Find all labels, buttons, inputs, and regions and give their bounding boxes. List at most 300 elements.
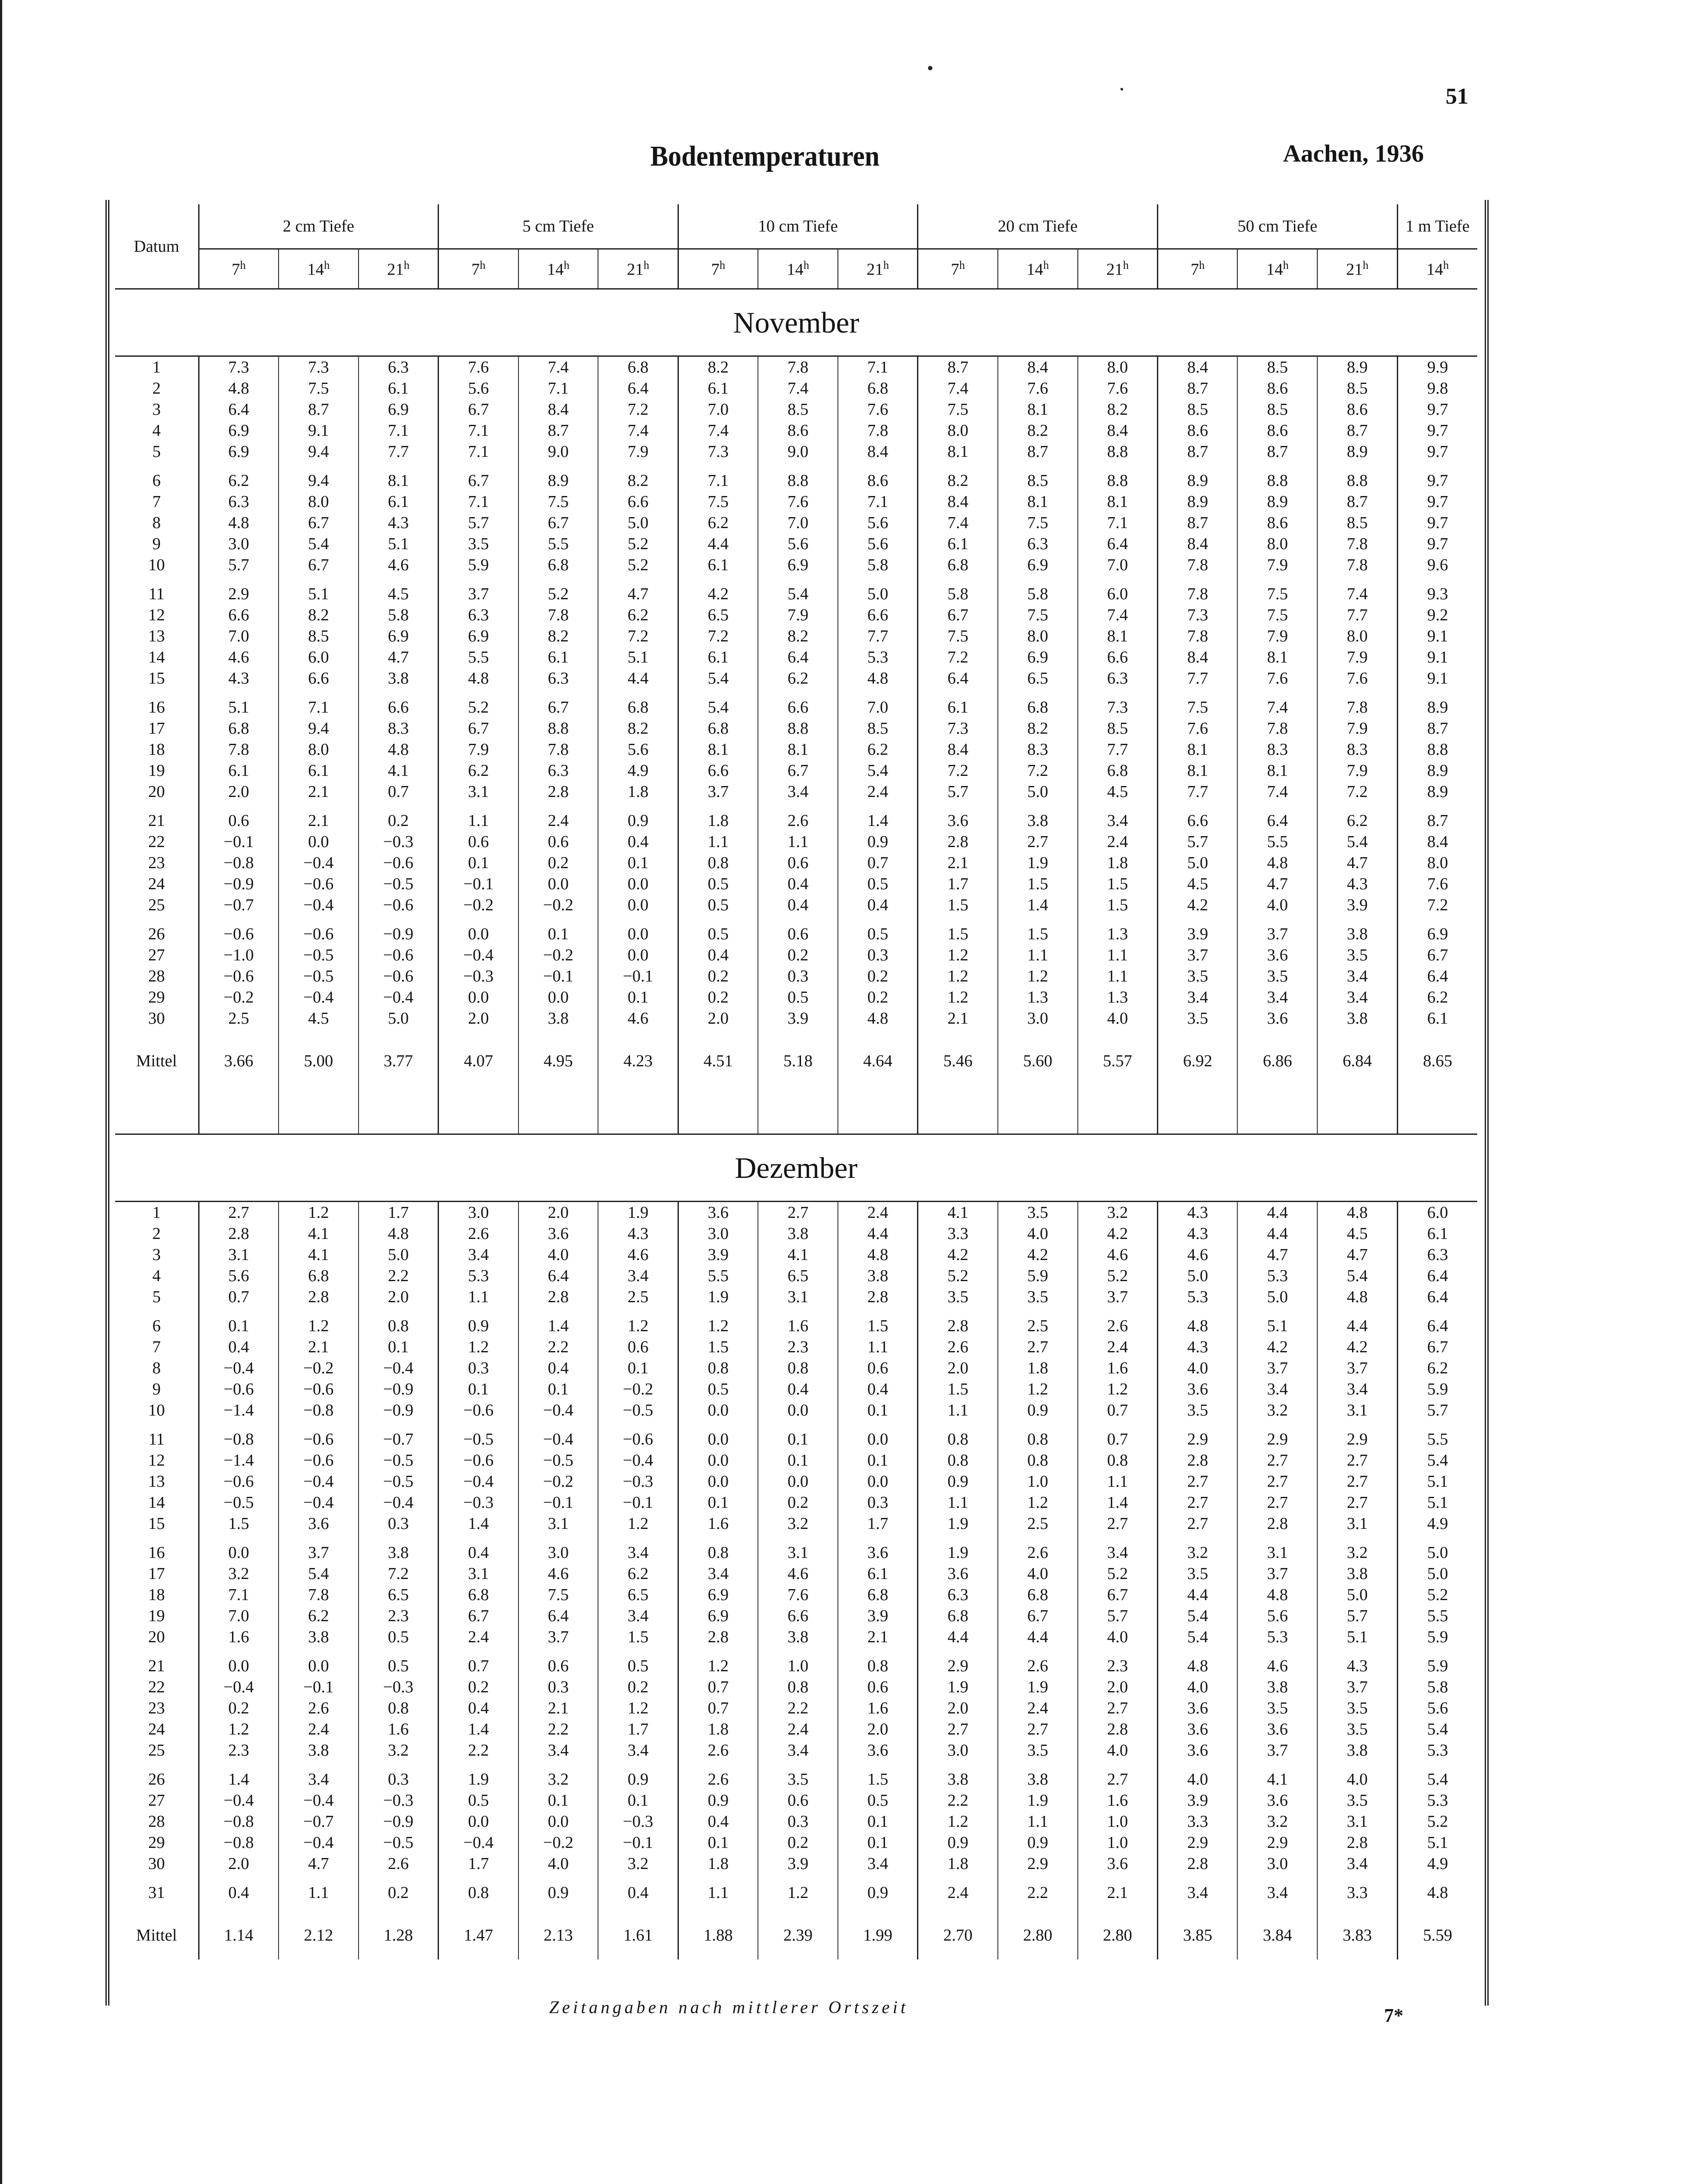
temperature-cell: 3.5 [1158,1008,1238,1029]
temperature-cell: 2.5 [998,1513,1078,1534]
temperature-cell: 1.1 [439,1286,518,1308]
temperature-cell: 4.6 [1158,1244,1238,1265]
gap-cell [678,1029,758,1037]
temperature-cell: 2.4 [758,1719,838,1740]
day-cell: 4 [152,1267,161,1285]
row-group-gap [115,1308,1477,1315]
temperature-cell: 7.9 [1317,647,1397,668]
temperature-cell: 4.8 [1237,852,1317,873]
day-cell: 5 [152,442,161,461]
table-row [115,356,1477,378]
temperature-cell: 0.9 [678,1790,758,1811]
temperature-cell: 1.6 [758,1315,838,1336]
temperature-cell: 6.1 [918,697,998,718]
temperature-cell: 3.4 [1237,1882,1317,1903]
temperature-cell: −0.4 [279,987,359,1008]
temperature-cell: 2.5 [998,1315,1078,1336]
temperature-cell: 9.4 [279,718,359,739]
temperature-cell: 3.1 [1237,1542,1317,1563]
gap-cell [838,1903,918,1911]
temperature-cell: 6.2 [1397,987,1477,1008]
temperature-cell: 6.3 [518,668,598,689]
temperature-cell: 4.3 [1158,1223,1238,1244]
temperature-cell: 1.9 [439,1769,518,1790]
table-row [115,1811,1477,1832]
temperature-cell: 4.8 [359,739,439,760]
time-header [838,249,918,289]
temperature-cell: 3.4 [598,1265,678,1286]
gap-cell [1078,462,1158,470]
mittel-cell: 3.84 [1237,1911,1317,1959]
gap-cell [1397,916,1477,924]
temperature-cell: 4.5 [279,1008,359,1029]
gap-cell [439,1029,518,1037]
temperature-cell: 0.3 [439,1358,518,1379]
temperature-cell: 8.1 [758,739,838,760]
temperature-cell: 4.0 [518,1853,598,1874]
mittel-cell: 1.28 [359,1911,439,1959]
temperature-cell: 2.6 [998,1542,1078,1563]
temperature-cell: 4.2 [1078,1223,1158,1244]
temperature-cell: 7.0 [678,399,758,420]
temperature-cell: 5.3 [838,647,918,668]
temperature-cell: −0.6 [279,1450,359,1471]
temperature-cell: 6.9 [359,399,439,420]
temperature-cell: 5.8 [1397,1677,1477,1698]
gap-cell [115,576,199,583]
temperature-cell: 2.7 [998,1336,1078,1358]
temperature-cell: 3.6 [918,1563,998,1584]
temperature-cell: 1.6 [838,1698,918,1719]
temperature-cell: 1.8 [678,810,758,831]
temperature-cell: 7.0 [1078,554,1158,576]
temperature-cell: 6.9 [758,554,838,576]
gap-cell [1397,1308,1477,1315]
gap-cell [1397,576,1477,583]
temperature-cell: 2.8 [1158,1450,1238,1471]
temperature-cell: 7.2 [998,760,1078,781]
temperature-cell: 8.1 [998,399,1078,420]
temperature-cell: 3.9 [1158,1790,1238,1811]
temperature-cell: 5.0 [998,781,1078,802]
temperature-cell: 1.5 [678,1336,758,1358]
temperature-cell: −0.6 [279,1379,359,1400]
temperature-cell: 3.8 [279,1740,359,1761]
temperature-cell: 7.9 [758,605,838,626]
gap-cell [115,462,199,470]
gap-cell [918,1421,998,1429]
temperature-cell: 6.4 [518,1265,598,1286]
temperature-cell: 3.2 [1237,1811,1317,1832]
temperature-cell: 7.5 [678,491,758,512]
temperature-cell: 3.7 [439,583,518,605]
gap-cell [1317,916,1397,924]
gap-cell [998,1761,1078,1769]
temperature-cell: 7.2 [918,760,998,781]
gap-cell [359,1421,439,1429]
spacer-cell [758,1085,838,1134]
temperature-cell: 4.4 [1158,1584,1238,1605]
gap-cell [918,1874,998,1882]
temperature-cell: 1.0 [1078,1832,1158,1853]
gap-cell [1237,802,1317,810]
temperature-cell: 3.7 [1237,1563,1317,1584]
temperature-cell: 0.2 [758,1832,838,1853]
temperature-cell: 8.1 [1158,739,1238,760]
temperature-cell: 8.1 [1237,760,1317,781]
temperature-cell: 0.5 [838,1790,918,1811]
temperature-cell: 6.0 [279,647,359,668]
temperature-cell: 7.8 [199,739,279,760]
mittel-cell: 5.59 [1397,1911,1477,1959]
gap-cell [1317,1648,1397,1655]
page-location: Aachen, 1936 [1283,140,1424,167]
temperature-cell: 5.1 [1397,1471,1477,1492]
temperature-cell: 4.5 [1317,1223,1397,1244]
temperature-cell: 3.2 [359,1740,439,1761]
temperature-cell: 6.0 [1078,583,1158,605]
temperature-cell: 0.8 [678,852,758,873]
day-cell: 15 [148,669,165,688]
time-hour: 21 [1346,260,1363,279]
temperature-cell: 3.1 [1317,1811,1397,1832]
temperature-cell: 5.3 [1158,1286,1238,1308]
temperature-cell: 1.5 [598,1626,678,1648]
temperature-cell: 6.1 [1397,1008,1477,1029]
temperature-cell: 0.4 [758,1379,838,1400]
temperature-cell: 3.5 [1317,945,1397,966]
temperature-cell: −0.8 [199,1429,279,1450]
temperature-cell: 1.4 [439,1513,518,1534]
time-hour: 21 [627,260,644,279]
temperature-cell: 1.0 [758,1655,838,1677]
day-cell: 25 [148,1741,165,1760]
temperature-cell: 7.3 [279,356,359,378]
temperature-cell: 6.1 [678,378,758,399]
temperature-cell: 7.1 [1078,512,1158,533]
temperature-cell: 0.1 [199,1315,279,1336]
mittel-cell: 2.13 [518,1911,598,1959]
gap-cell [279,1421,359,1429]
temperature-cell: 2.2 [359,1265,439,1286]
time-header [279,249,359,289]
temperature-cell: 7.6 [1397,873,1477,895]
temperature-cell: 5.5 [678,1265,758,1286]
temperature-cell: 0.9 [439,1315,518,1336]
temperature-cell: 5.4 [838,760,918,781]
temperature-cell: 3.8 [1237,1677,1317,1698]
day-cell: 12 [148,1451,165,1470]
temperature-cell: 3.8 [918,1769,998,1790]
gap-cell [1158,802,1238,810]
temperature-cell: 2.9 [1317,1429,1397,1450]
table-row [115,1626,1477,1648]
gap-cell [838,1308,918,1315]
temperature-cell: 4.8 [1397,1882,1477,1903]
temperature-cell: 0.7 [199,1286,279,1308]
temperature-cell: 0.1 [598,987,678,1008]
gap-cell [1317,1534,1397,1542]
temperature-cell: 4.0 [1078,1626,1158,1648]
temperature-cell: 4.2 [998,1244,1078,1265]
mittel-cell: 5.60 [998,1037,1078,1085]
temperature-cell: 9.7 [1397,470,1477,491]
gap-cell [439,1308,518,1315]
temperature-cell: 7.5 [1237,605,1317,626]
row-group-gap [115,1648,1477,1655]
temperature-cell: 7.2 [598,399,678,420]
gap-cell [838,1029,918,1037]
gap-cell [918,1534,998,1542]
temperature-cell: 3.4 [1237,987,1317,1008]
temperature-cell: 4.7 [1317,852,1397,873]
temperature-cell: 4.8 [439,668,518,689]
temperature-cell: 8.8 [758,470,838,491]
temperature-cell: 0.0 [279,831,359,852]
temperature-cell: 5.9 [439,554,518,576]
temperature-cell: 2.1 [518,1698,598,1719]
temperature-cell: −0.8 [199,1811,279,1832]
temperature-cell: 4.4 [598,668,678,689]
gap-cell [598,689,678,697]
temperature-cell: 1.1 [439,810,518,831]
temperature-cell: 6.8 [598,356,678,378]
temperature-cell: 6.9 [998,554,1078,576]
table-row [115,1429,1477,1450]
mittel-cell: 5.57 [1078,1037,1158,1085]
table-row [115,491,1477,512]
time-header [439,249,518,289]
temperature-cell: 3.7 [1158,945,1238,966]
temperature-cell: 2.5 [598,1286,678,1308]
temperature-cell: 5.1 [1317,1626,1397,1648]
temperature-cell: 7.8 [1237,718,1317,739]
temperature-cell: 5.1 [199,697,279,718]
temperature-cell: 3.4 [1317,1379,1397,1400]
temperature-cell: 4.7 [1237,873,1317,895]
temperature-cell: 1.5 [918,1379,998,1400]
gap-cell [1078,1648,1158,1655]
temperature-cell: 5.2 [598,533,678,554]
gap-cell [199,462,279,470]
table-row [115,512,1477,533]
temperature-cell: 5.6 [838,512,918,533]
temperature-cell: 5.5 [1237,831,1317,852]
gap-cell [1317,1903,1397,1911]
gap-cell [1397,1421,1477,1429]
temperature-cell: 3.0 [518,1542,598,1563]
temperature-cell: 7.2 [598,626,678,647]
time-header [1158,249,1238,289]
temperature-cell: 0.0 [598,895,678,916]
temperature-cell: −0.3 [359,1790,439,1811]
temperature-cell: 6.2 [838,739,918,760]
gap-cell [439,689,518,697]
gap-cell [838,802,918,810]
temperature-cell: 1.9 [918,1542,998,1563]
temperature-cell: 7.6 [1078,378,1158,399]
temperature-cell: 4.1 [279,1223,359,1244]
temperature-cell: 2.9 [1158,1429,1238,1450]
temperature-cell: 3.7 [1237,1358,1317,1379]
temperature-cell: 4.3 [1317,1655,1397,1677]
temperature-cell: 9.7 [1397,441,1477,462]
gap-cell [1397,462,1477,470]
temperature-cell: 5.6 [758,533,838,554]
temperature-cell: 1.6 [1078,1790,1158,1811]
temperature-cell: 9.1 [1397,668,1477,689]
temperature-cell: 0.0 [678,1471,758,1492]
gap-cell [518,462,598,470]
temperature-cell: 3.4 [1078,810,1158,831]
temperature-cell: −0.3 [598,1471,678,1492]
temperature-cell: 1.2 [598,1698,678,1719]
mittel-cell: 2.12 [279,1911,359,1959]
temperature-cell: 3.1 [439,1563,518,1584]
temperature-cell: 7.4 [918,512,998,533]
temperature-cell: 4.6 [199,647,279,668]
temperature-cell: 2.6 [758,810,838,831]
temperature-cell: 3.9 [1158,924,1238,945]
temperature-cell: 6.8 [838,378,918,399]
gap-cell [758,689,838,697]
gap-cell [998,1874,1078,1882]
temperature-cell: 6.7 [439,1605,518,1626]
temperature-cell: 7.2 [678,626,758,647]
gap-cell [439,576,518,583]
temperature-cell: 3.8 [998,1769,1078,1790]
time-hour: 7 [1190,260,1199,279]
temperature-cell: 2.8 [1237,1513,1317,1534]
temperature-cell: 5.4 [1397,1769,1477,1790]
temperature-cell: 8.7 [1158,378,1238,399]
temperature-cell: 4.2 [1158,895,1238,916]
temperature-cell: 0.1 [439,1379,518,1400]
gap-cell [1078,1761,1158,1769]
temperature-cell: 7.4 [598,420,678,441]
temperature-cell: 1.1 [678,1882,758,1903]
gap-cell [758,1648,838,1655]
temperature-cell: 8.6 [1237,420,1317,441]
temperature-cell: 1.9 [998,852,1078,873]
temperature-cell: 8.5 [838,718,918,739]
gap-cell [115,1648,199,1655]
gap-cell [1158,1761,1238,1769]
gap-cell [1237,1421,1317,1429]
mittel-cell: 5.18 [758,1037,838,1085]
time-suffix: h [643,258,649,272]
temperature-cell: 8.5 [1158,399,1238,420]
temperature-cell: −0.5 [359,873,439,895]
print-speck [1120,88,1123,91]
temperature-cell: 0.5 [678,895,758,916]
time-hour: 21 [1106,260,1123,279]
temperature-cell: 1.5 [838,1315,918,1336]
mittel-cell: 2.80 [998,1911,1078,1959]
day-cell: 12 [148,606,165,624]
gap-cell [199,1874,279,1882]
temperature-cell: 5.6 [1397,1698,1477,1719]
temperature-cell: 2.2 [439,1740,518,1761]
temperature-cell: −0.4 [279,1832,359,1853]
temperature-cell: 6.9 [678,1584,758,1605]
mittel-cell: 1.88 [678,1911,758,1959]
temperature-cell: 0.7 [359,781,439,802]
temperature-cell: 3.1 [1317,1513,1397,1534]
temperature-cell: 0.0 [678,1400,758,1421]
mittel-cell: 1.47 [439,1911,518,1959]
gap-cell [678,1874,758,1882]
temperature-cell: 8.6 [838,470,918,491]
gap-cell [1317,802,1397,810]
temperature-cell: 0.5 [758,987,838,1008]
temperature-cell: 4.4 [918,1626,998,1648]
temperature-cell: 4.0 [1237,895,1317,916]
table-row [115,378,1477,399]
temperature-cell: 8.0 [279,491,359,512]
temperature-cell: 3.1 [518,1513,598,1534]
gap-cell [1078,1421,1158,1429]
gap-cell [279,1648,359,1655]
temperature-cell: 3.5 [758,1769,838,1790]
temperature-cell: 6.2 [439,760,518,781]
temperature-cell: −0.8 [199,1832,279,1853]
temperature-cell: 8.0 [998,626,1078,647]
temperature-cell: 0.1 [359,1336,439,1358]
temperature-cell: 6.8 [279,1265,359,1286]
temperature-cell: 6.8 [598,697,678,718]
temperature-cell: 8.2 [678,356,758,378]
gap-cell [678,1648,758,1655]
spacer-cell [1317,1085,1397,1134]
temperature-cell: 0.9 [998,1832,1078,1853]
temperature-cell: 0.2 [359,810,439,831]
temperature-cell: 8.5 [1237,399,1317,420]
temperature-cell: 7.5 [998,512,1078,533]
table-row [115,1655,1477,1677]
temperature-cell: 0.1 [678,1832,758,1853]
temperature-cell: 6.4 [1397,1286,1477,1308]
temperature-cell: 8.4 [1158,356,1238,378]
temperature-cell: 6.8 [518,554,598,576]
temperature-cell: 7.5 [518,491,598,512]
temperature-cell: 0.9 [518,1882,598,1903]
table-row [115,605,1477,626]
gap-cell [518,1421,598,1429]
day-cell: 20 [148,1628,165,1646]
table-row [115,945,1477,966]
gap-cell [1158,689,1238,697]
temperature-cell: 0.0 [598,924,678,945]
temperature-cell: 2.4 [918,1882,998,1903]
temperature-cell: 2.6 [359,1853,439,1874]
temperature-cell: 8.9 [1158,491,1238,512]
gap-cell [838,462,918,470]
temperature-cell: 6.6 [838,605,918,626]
time-header [1317,249,1397,289]
temperature-cell: 2.8 [678,1626,758,1648]
gap-cell [1397,1648,1477,1655]
time-hour: 7 [471,260,480,279]
temperature-cell: 7.5 [279,378,359,399]
temperature-cell: 3.6 [838,1542,918,1563]
temperature-cell: 6.9 [439,626,518,647]
temperature-cell: 3.2 [199,1563,279,1584]
temperature-cell: 1.2 [918,945,998,966]
temperature-cell: −0.2 [518,1471,598,1492]
gap-cell [998,689,1078,697]
temperature-cell: 1.5 [1078,873,1158,895]
